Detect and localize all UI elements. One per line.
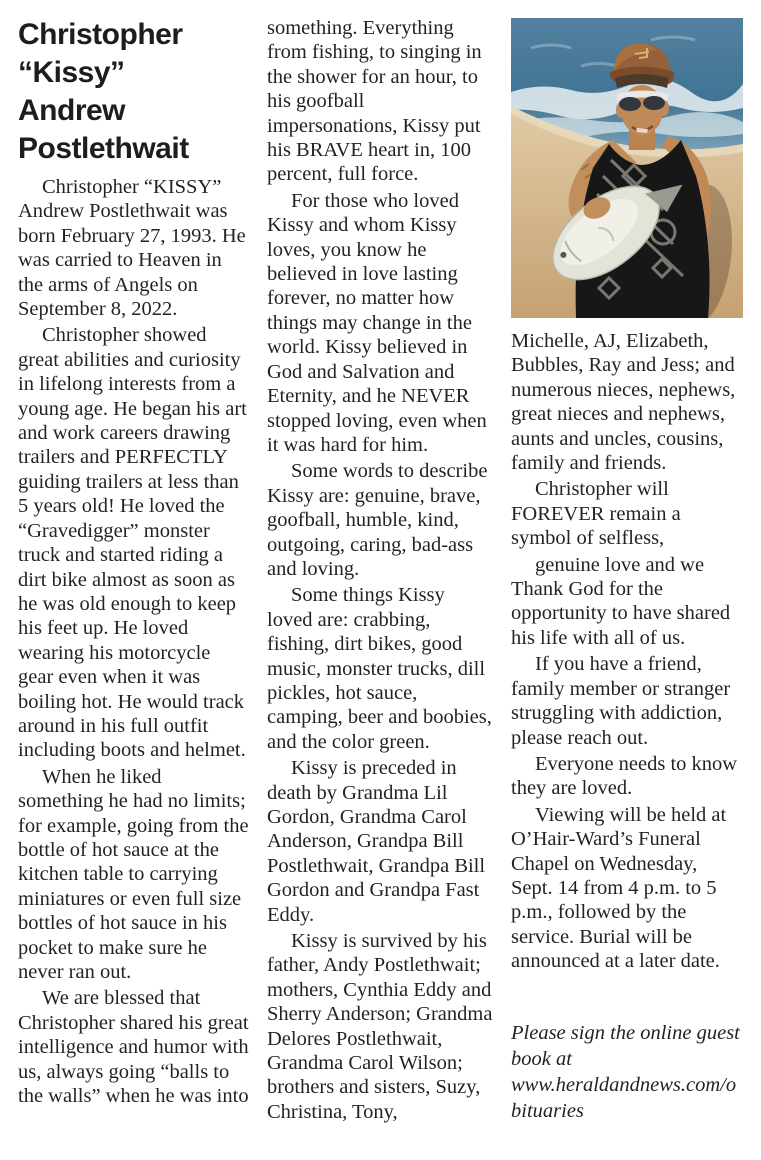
column-3 <box>511 16 743 1124</box>
paragraph: For those who loved Kissy and whom Kissy loves, you know he believed in love lasting forever, no matter how things may change in the world. Kissy believed in God and Salvation and Eternity, and he NEVER stopped loving, even when it was hard for him. <box>267 189 487 456</box>
paragraph: genuine love and we Thank God for the opportunity to have shared his life with all of us. <box>511 553 731 649</box>
column-1 <box>18 16 249 1110</box>
guestbook-note: Please sign the online guest book at www.heraldandnews.com/obituaries <box>511 1021 740 1122</box>
paragraph: Christopher showed great abilities and curiosity in lifelong interests from a young age. He began his art and work careers drawing trailers and PERFECTLY guiding trailers at less than 5 years old! He loved the “Gravedigger” monster truck and started riding a dirt bike almost as soon as he was old enough to keep his feet up. He loved wearing his motorcycle gear even when it was boiling hot. He would track around in his full outfit including boots and helmet. <box>18 324 247 762</box>
page-title <box>18 16 249 168</box>
paragraph: Michelle, AJ, Elizabeth, Bubbles, Ray and Jess; and numerous nieces, nephews, great nieces and nephews, aunts and uncles, cousins, family and friends. <box>511 330 736 475</box>
paragraph: something. Everything from fishing, to singing in the shower for an hour, to his goofball impersonations, Kissy put his BRAVE heart in, 100 percent, full force. <box>267 17 482 186</box>
paragraph: Everyone needs to know they are loved. <box>511 752 738 800</box>
paragraph: If you have a friend, family member or stranger struggling with addiction, please reach out. <box>511 653 731 749</box>
paragraph: Some things Kissy loved are: crabbing, fishing, dirt bikes, good music, monster trucks, dill pickles, hot sauce, camping, beer and boobies, and the color green. <box>267 584 492 753</box>
paragraph: Kissy is survived by his father, Andy Postlethwait; mothers, Cynthia Eddy and Sherry Anderson; Grandma Delores Postlethwait, Grandma Carol Wilson; brothers and sisters, Suzy, Christina, Tony, <box>267 930 493 1123</box>
paragraph: When he liked something he had no limits; for example, going from the bottle of hot sauce at the kitchen table to carrying miniatures or even full size bottles of hot sauce in his pocket to make sure he never ran out. <box>18 765 249 983</box>
paragraph: Viewing will be held at O’Hair-Ward’s Funeral Chapel on Wednesday, Sept. 14 from 4 p.m. to 5 p.m., followed by the service. Burial will be announced at a later date. <box>511 803 727 973</box>
column-3-text <box>511 329 743 974</box>
title-line: “Kissy” <box>18 56 125 89</box>
column-2-text <box>267 16 494 1124</box>
title-line: Christopher <box>18 18 183 51</box>
paragraph: Christopher will FOREVER remain a symbol of selfless, <box>511 478 681 550</box>
column-1-text <box>18 175 249 1108</box>
title-line: Postlethwait <box>18 132 189 165</box>
paragraph: We are blessed that Christopher shared his great intelligence and humor with us, always going “balls to the walls” when he was into <box>18 987 249 1108</box>
column-2 <box>267 16 494 1126</box>
paragraph: Christopher “KISSY” Andrew Postlethwait was born February 27, 1993. He was carried to Heaven in the arms of Angels on September 8, 2022. <box>18 176 246 321</box>
photo-beach-fish <box>511 18 743 318</box>
paragraph: Kissy is preceded in death by Grandma Lil Gordon, Grandma Carol Anderson, Grandpa Bill Postlethwait, Grandpa Bill Gordon and Grandpa Fast Eddy. <box>267 757 486 926</box>
paragraph: Some words to describe Kissy are: genuine, brave, goofball, humble, kind, outgoing, caring, bad-ass and loving. <box>267 460 488 580</box>
title-line: Andrew <box>18 94 126 127</box>
